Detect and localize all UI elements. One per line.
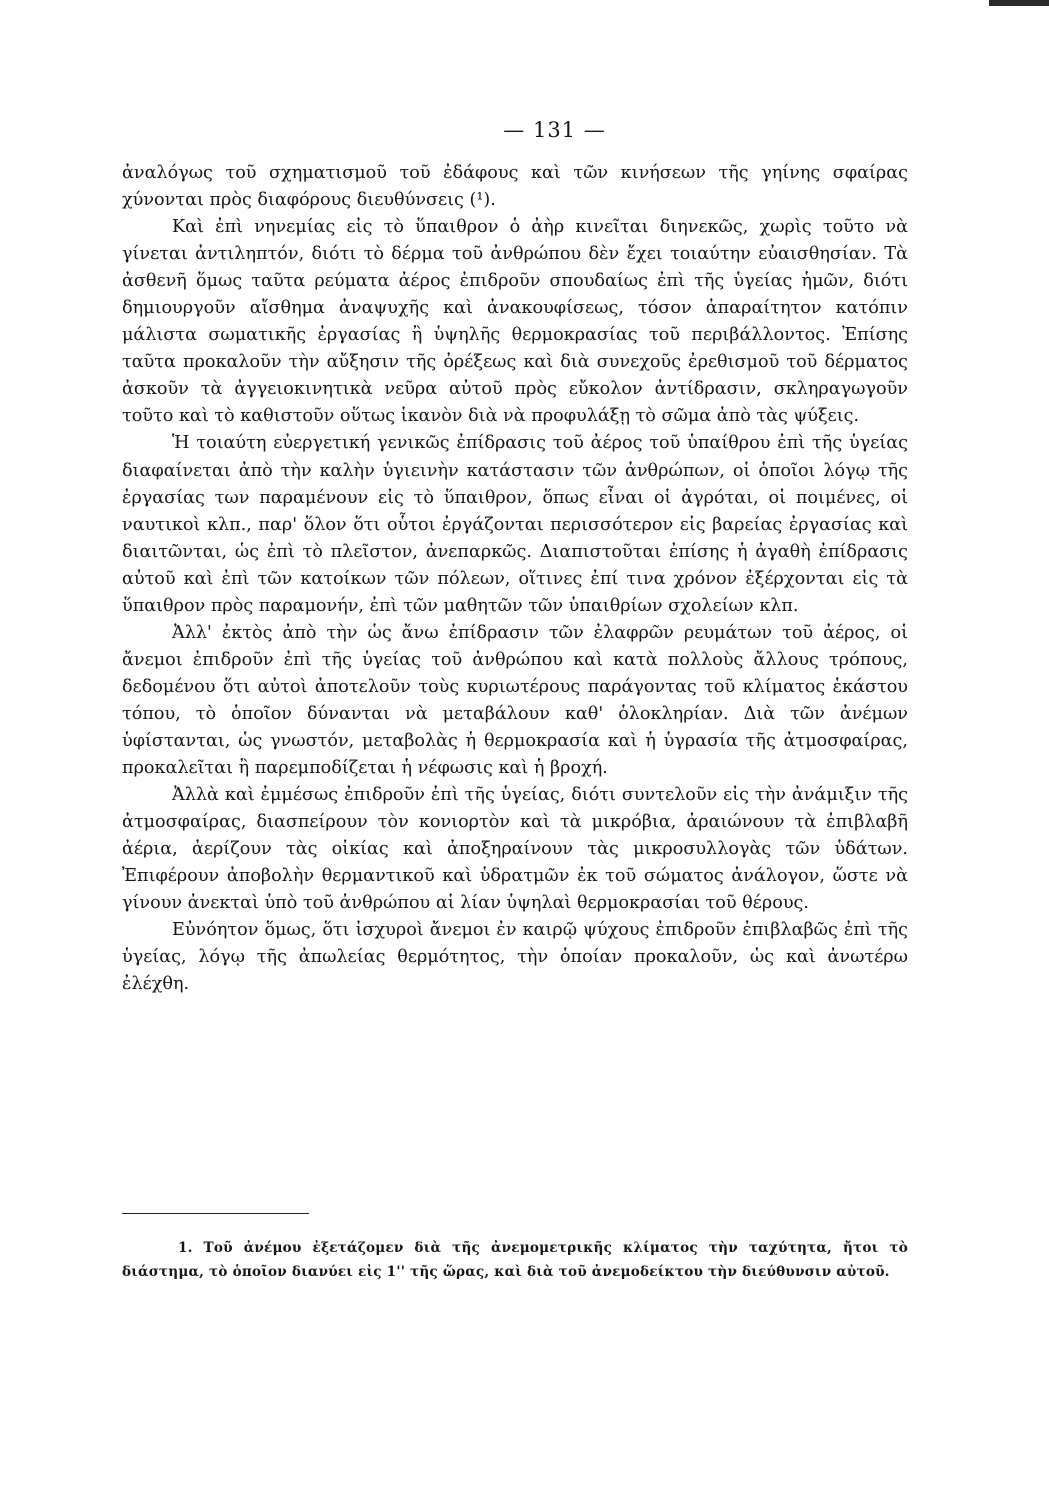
paragraph-3: Ἡ τοιαύτη εὐεργετική γενικῶς ἐπίδρασις τοῦ ἀέρος τοῦ ὑπαίθρου ἐπὶ τῆς ὑγείας διαφαίνεται ἀπὸ τὴν καλὴν ὑγιεινὴν κατάστασιν τῶν ἀνθρώπων, οἱ ὁποῖοι λόγῳ τῆς ἐργασίας των παραμένουν εἰς τὸ ὕπαιθρον, ὅπως εἶναι οἱ ἀγρόται, οἱ ποιμένες, οἱ ναυτικοὶ κλπ., παρ' ὅλον ὅτι οὗτοι ἐργάζονται περισσότερον εἰς βαρείας ἐργασίας καὶ διαιτῶνται, ὡς ἐπὶ τὸ πλεῖστον, ἀνεπαρκῶς. Διαπιστοῦται ἐπίσης ἡ ἀγαθὴ ἐπίδρασις αὐτοῦ καὶ ἐπὶ τῶν κατοίκων τῶν πόλεων, οἵτινες ἐπί τινα χρόνον ἐξέρχονται εἰς τὰ ὕπαιθρον πρὸς παραμονήν, ἐπὶ τῶν μαθητῶν τῶν ὑπαιθρίων σχολείων κλπ. — [122, 433, 908, 616]
footnote-divider — [122, 1213, 309, 1214]
paragraph-2: Καὶ ἐπὶ νηνεμίας εἰς τὸ ὕπαιθρον ὁ ἀὴρ κινεῖται διηνεκῶς, χωρὶς τοῦτο νὰ γίνεται ἀντιληπτόν, διότι τὸ δέρμα τοῦ ἀνθρώπου δὲν ἔχει τοιαύτην εὐαισθησίαν. Τὰ ἀσθενῆ ὅμως ταῦτα ρεύματα ἀέρος ἐπιδροῦν σπουδαίως ἐπὶ τῆς ὑγείας ἡμῶν, διότι δημιουργοῦν αἴσθημα ἀναψυχῆς καὶ ἀνακουφίσεως, τόσον ἀπαραίτητον κατόπιν μάλιστα σωματικῆς ἐργασίας ἢ ὑψηλῆς θερμοκρασίας τοῦ περιβάλλοντος. Ἐπίσης ταῦτα προκαλοῦν τὴν αὔξησιν τῆς ὀρέξεως καὶ διὰ συνεχοῦς ἐρεθισμοῦ τοῦ δέρματος ἀσκοῦν τὰ ἀγγειοκινητικὰ νεῦρα αὐτοῦ πρὸς εὔκολον ἀντίδρασιν, σκληραγωγοῦν τοῦτο καὶ τὸ καθιστοῦν οὕτως ἱκανὸν διὰ νὰ προφυλάξῃ τὸ σῶμα ἀπὸ τὰς ψύξεις. — [122, 217, 908, 427]
page-number: — 131 — — [503, 118, 606, 142]
paragraph-4: Ἀλλ' ἐκτὸς ἀπὸ τὴν ὡς ἄνω ἐπίδρασιν τῶν ἐλαφρῶν ρευμάτων τοῦ ἀέρος, οἱ ἄνεμοι ἐπιδροῦν ἐπὶ τῆς ὑγείας τοῦ ἀνθρώπου καὶ κατὰ πολλοὺς ἄλλους τρόπους, δεδομένου ὅτι αὐτοὶ ἀποτελοῦν τοὺς κυριωτέρους παράγοντας τοῦ κλίματος ἑκάστου τόπου, τὸ ὁποῖον δύνανται νὰ μεταβάλουν καθ' ὁλοκληρίαν. Διὰ τῶν ἀνέμων ὑφίστανται, ὡς γνωστόν, μεταβολὰς ἡ θερμοκρασία καὶ ἡ ὑγρασία τῆς ἀτμοσφαίρας, προκαλεῖται ἢ παρεμποδίζεται ἡ νέφωσις καὶ ἡ βροχή. — [122, 622, 908, 779]
scan-edge-mark — [989, 0, 1049, 6]
paragraph-1: ἀναλόγως τοῦ σχηματισμοῦ τοῦ ἐδάφους καὶ τῶν κινήσεων τῆς γηίνης σφαίρας χύνονται πρὸς διαφόρους διευθύνσεις (¹). — [122, 163, 908, 211]
body-text — [122, 160, 908, 998]
paragraph-6: Εὐνόητον ὅμως, ὅτι ἰσχυροὶ ἄνεμοι ἐν καιρῷ ψύχους ἐπιδροῦν ἐπιβλαβῶς ἐπὶ τῆς ὑγείας, λόγῳ τῆς ἀπωλείας θερμότητος, τὴν ὁποίαν προκαλοῦν, ὡς καὶ ἀνωτέρω ἐλέχθη. — [122, 920, 908, 995]
paragraph-5: Ἀλλὰ καὶ ἐμμέσως ἐπιδροῦν ἐπὶ τῆς ὑγείας, διότι συντελοῦν εἰς τὴν ἀνάμιξιν τῆς ἀτμοσφαίρας, διασπείρουν τὸν κονιορτὸν καὶ τὰ μικρόβια, ἀραιώνουν τὰ ἐπιβλαβῆ ἀέρια, ἀερίζουν τὰς οἰκίας καὶ ἀποξηραίνουν τὰς μικροσυλλογὰς τῶν ὑδάτων. Ἐπιφέρουν ἀποβολὴν θερμαντικοῦ καὶ ὑδρατμῶν ἐκ τοῦ σώματος ἀνάλογον, ὥστε νὰ γίνουν ἀνεκταὶ ὑπὸ τοῦ ἀνθρώπου αἱ λίαν ὑψηλαὶ θερμοκρασίαι τοῦ θέρους. — [122, 785, 908, 914]
footnote-text: 1. Τοῦ ἀνέμου ἐξετάζομεν διὰ τῆς ἀνεμομετρικῆς κλίματος τὴν ταχύτητα, ἤτοι τὸ διάστημα, τὸ ὁποῖον διανύει εἰς 1'' τῆς ὥρας, καὶ διὰ τοῦ ἀνεμοδείκτου τὴν διεύθυνσιν αὐτοῦ. — [122, 1240, 908, 1280]
footnote — [122, 1236, 908, 1284]
